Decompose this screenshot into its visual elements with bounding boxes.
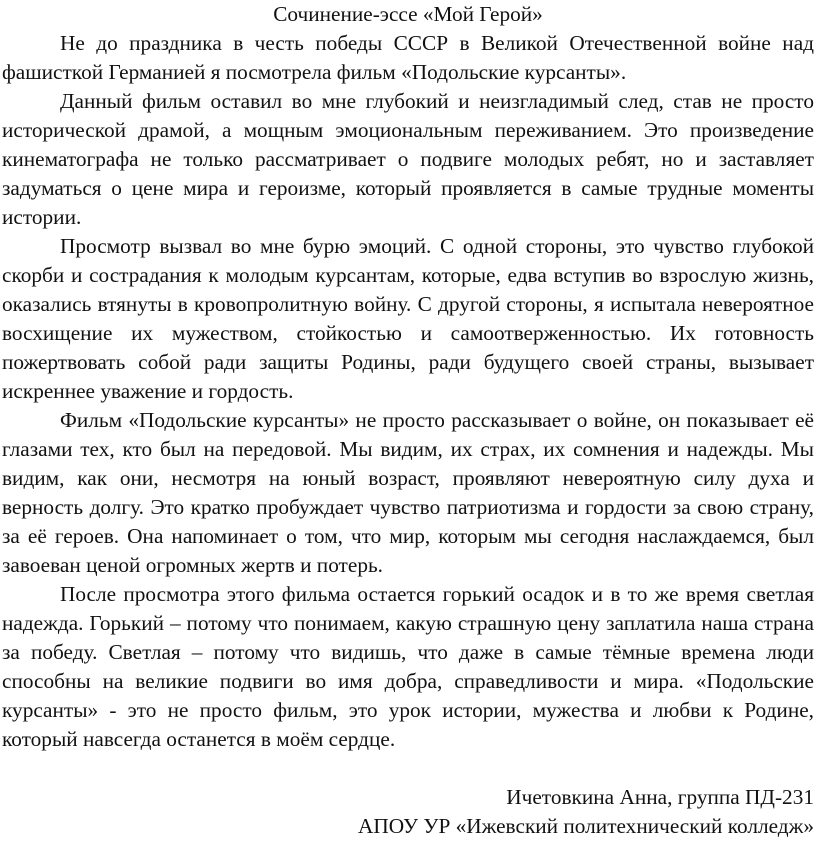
document-page [2, 0, 814, 841]
paragraph-impression: Данный фильм оставил во мне глубокий и неизгладимый след, став не просто исторической драмой, а мощным эмоциональным переживанием. Это произведение кинематографа не только рассматривает о подвиге молодых ребят, но и заставляет задуматься о цене мира и героизме, который проявляется в самые трудные моменты истории. [2, 89, 814, 229]
paragraph-film-description: Фильм «Подольские курсанты» не просто рассказывает о войне, он показывает её глазами тех, кто был на передовой. Мы видим, их страх, их сомнения и надежды. Мы видим, как они, несмотря на юный возраст, проявляют невероятную силу духа и верность долгу. Это кратко пробуждает чувство патриотизма и гордости за свою страну, за её героев. Она напоминает о том, что мир, которым мы сегодня наслаждаемся, был завоеван ценой огромных жертв и потерь. [2, 408, 814, 577]
paragraph-conclusion: После просмотра этого фильма остается горький осадок и в то же время светлая надежда. Горький – потому что понимаем, какую страшную цену заплатила наша страна за победу. Светлая – потому что видишь, что даже в самые тёмные времена люди способны на великие подвиги во имя добра, справедливости и мира. «Подольские курсанты» - это не просто фильм, это урок истории, мужества и любви к Родине, который навсегда останется в моём сердце. [2, 582, 814, 751]
signature-spacer [2, 754, 814, 783]
signature-institution: АПОУ УР «Ижевский политехнический колледж» [358, 814, 814, 838]
paragraph-intro: Не до праздника в честь победы СССР в Великой Отечественной войне над фашисткой Германией я посмотрела фильм «Подольские курсанты». [2, 31, 814, 84]
page-title: Сочинение-эссе «Мой Герой» [273, 2, 543, 26]
signature-author: Ичетовкина Анна, группа ПД-231 [506, 785, 814, 809]
paragraph-emotions: Просмотр вызвал во мне бурю эмоций. С одной стороны, это чувство глубокой скорби и сострадания к молодым курсантам, которые, едва вступив во взрослую жизнь, оказались втянуты в кровопролитную войну. С другой стороны, я испытала невероятное восхищение их мужеством, стойкостью и самоотверженностью. Их готовность пожертвовать собой ради защиты Родины, ради будущего своей страны, вызывает искреннее уважение и гордость. [2, 234, 814, 403]
